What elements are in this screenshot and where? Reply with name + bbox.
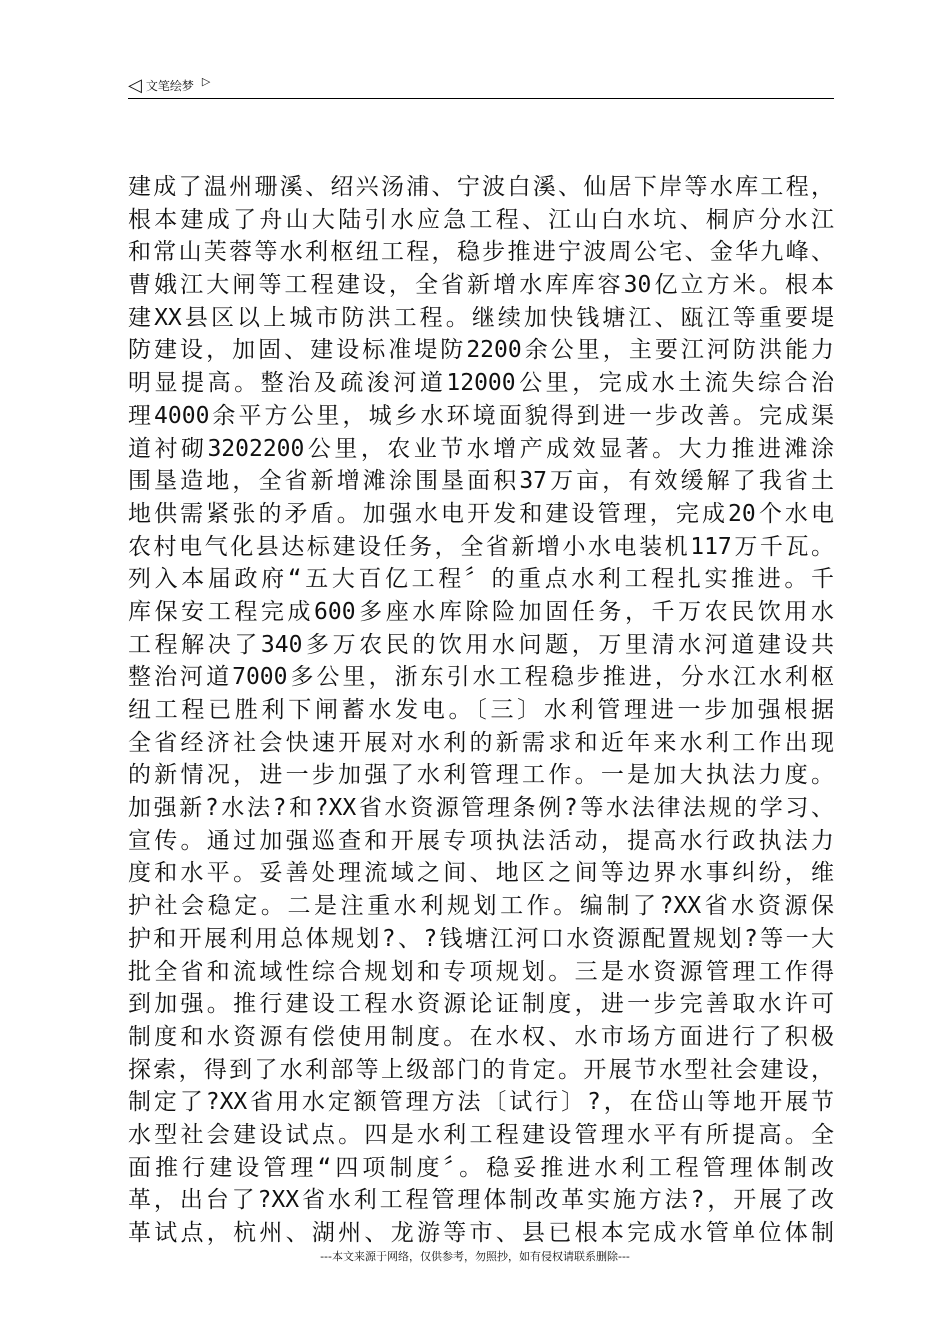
body-text-line: 全省经济社会快速开展对水利的新需求和近年来水利工作出现 [128,729,834,756]
triangle-right-icon: ▷ [201,74,211,88]
body-text-line: 面推行建设管理“四项制度〞。稳妥推进水利工程管理体制改 [128,1154,834,1181]
page-header [128,74,834,98]
header-title: 文笔绘梦 [145,79,194,93]
triangle-left-icon: ◁ [128,75,142,96]
body-text-line: 纽工程已胜利下闸蓄水发电。〔三〕水利管理进一步加强根据 [128,697,834,723]
body-text-line: 革，出台了?XX省水利工程管理体制改革实施方法?，开展了改 [128,1187,834,1214]
body-text-line: 理4000余平方公里，城乡水环境面貌得到进一步改善。完成渠 [128,402,834,429]
body-text-line: 建XX县区以上城市防洪工程。继续加快钱塘江、瓯江等重要堤 [128,304,834,331]
body-text-line: 围垦造地，全省新增滩涂围垦面积37万亩，有效缓解了我省土 [128,468,834,495]
body-text-line: 农村电气化县达标建设任务，全省新增小水电装机117万千瓦。 [128,533,834,560]
body-text-line: 列入本届政府“五大百亿工程〞的重点水利工程扎实推进。千 [128,566,834,593]
body-text-line: 整治河道7000多公里，浙东引水工程稳步推进，分水江水利枢 [128,664,834,691]
body-text-line: 批全省和流域性综合规划和专项规划。三是水资源管理工作得 [128,958,834,985]
body-text-line: 加强新?水法?和?XX省水资源管理条例?等水法律法规的学习、 [128,795,834,822]
body-text-line: 到加强。推行建设工程水资源论证制度，进一步完善取水许可 [128,991,834,1018]
body-text-line: 护社会稳定。二是注重水利规划工作。编制了?XX省水资源保 [128,893,834,920]
document-body [128,171,834,1250]
body-text-line: 明显提高。整治及疏浚河道12000公里，完成水土流失综合治 [128,370,834,397]
body-text-line: 制度和水资源有偿使用制度。在水权、水市场方面进行了积极 [128,1023,834,1050]
page-footer: ---本文来源于网络，仅供参考，勿照抄，如有侵权请联系删除--- [320,1250,630,1263]
body-text-line: 工程解决了340多万农民的饮用水问题，万里清水河道建设共 [128,631,834,658]
body-text-line: 和常山芙蓉等水利枢纽工程，稳步推进宁波周公宅、金华九峰、 [128,239,834,266]
body-text-line: 护和开展利用总体规划?、?钱塘江河口水资源配置规划?等一大 [128,925,834,952]
body-text-line: 的新情况，进一步加强了水利管理工作。一是加大执法力度。 [128,762,834,789]
body-text-line: 库保安工程完成600多座水库除险加固任务，千万农民饮用水 [128,598,834,625]
body-text-line: 曹娥江大闸等工程建设，全省新增水库库容30亿立方米。根本 [128,272,834,299]
body-text-line: 探索，得到了水利部等上级部门的肯定。开展节水型社会建设， [128,1056,834,1083]
body-text-line: 度和水平。妥善处理流域之间、地区之间等边界水事纠纷，维 [128,860,834,887]
body-text-line: 水型社会建设试点。四是水利工程建设管理水平有所提高。全 [128,1121,834,1148]
body-text-line: 防建设，加固、建设标准堤防2200余公里，主要江河防洪能力 [128,337,834,364]
body-text-line: 根本建成了舟山大陆引水应急工程、江山白水坑、桐庐分水江 [128,206,834,233]
body-text-line: 宣传。通过加强巡查和开展专项执法活动，提高水行政执法力 [128,827,834,854]
body-text-line: 道衬砌3202200公里，农业节水增产成效显著。大力推进滩涂 [128,435,834,462]
body-text-line: 建成了温州珊溪、绍兴汤浦、宁波白溪、仙居下岸等水库工程， [128,174,834,200]
body-text-line: 制定了?XX省用水定额管理方法〔试行〕?，在岱山等地开展节 [128,1089,834,1116]
body-text-line: 地供需紧张的矛盾。加强水电开发和建设管理，完成20个水电 [128,500,834,527]
header-divider [128,98,834,99]
body-text-line: 革试点，杭州、湖州、龙游等市、县已根本完成水管单位体制 [128,1220,834,1246]
